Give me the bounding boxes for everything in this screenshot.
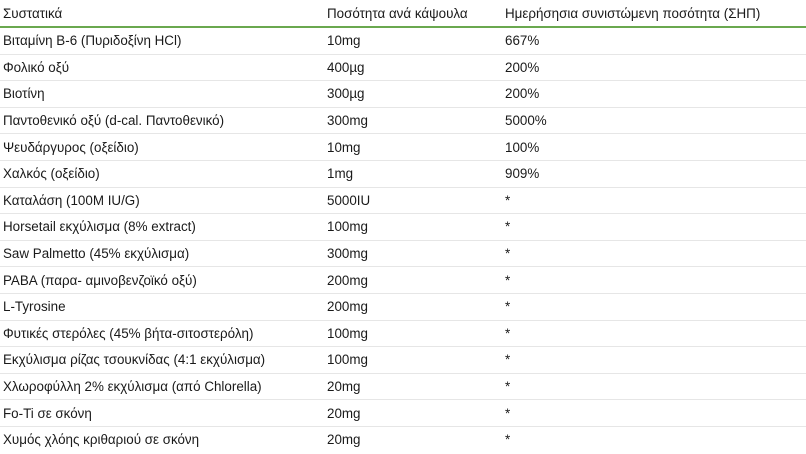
ingredient-cell: L-Tyrosine	[0, 293, 324, 320]
daily-value-cell: 909%	[502, 160, 806, 187]
ingredient-cell: Χαλκός (οξείδιο)	[0, 160, 324, 187]
header-row	[0, 0, 806, 27]
daily-value-cell: *	[502, 214, 806, 241]
ingredient-cell: Χλωροφύλλη 2% εκχύλισμα (από Chlorella)	[0, 373, 324, 400]
amount-cell: 20mg	[327, 432, 361, 448]
ingredient-cell: Φυτικές στερόλες (45% βήτα-σιτοστερόλη)	[0, 320, 324, 347]
amount-cell: 100mg	[324, 347, 502, 374]
daily-value-cell: 200%	[502, 81, 806, 108]
amount-cell: 300µg	[324, 81, 502, 108]
header-amount-per-capsule: Ποσότητα ανά κάψουλα	[324, 0, 502, 27]
daily-value-cell: *	[502, 347, 806, 374]
amount-cell: 5000IU	[324, 187, 502, 214]
daily-value-cell: *	[502, 400, 806, 427]
table-row	[0, 187, 806, 214]
daily-value-cell: *	[505, 432, 511, 448]
ingredient-cell: Φολικό οξύ	[0, 54, 324, 81]
amount-cell: 100mg	[324, 214, 502, 241]
ingredient-cell: Horsetail εκχύλισμα (8% extract)	[0, 214, 324, 241]
amount-cell: 200mg	[324, 267, 502, 294]
amount-cell: 10mg	[324, 27, 502, 54]
daily-value-cell: *	[502, 293, 806, 320]
ingredient-cell: Εκχύλισμα ρίζας τσουκνίδας (4:1 εκχύλισμα)	[0, 347, 324, 374]
ingredient-cell: Χυμός χλόης κριθαριού σε σκόνη	[3, 432, 200, 448]
daily-value-cell: *	[502, 267, 806, 294]
daily-value-cell: *	[502, 187, 806, 214]
table-row	[0, 426, 806, 452]
amount-cell: 20mg	[324, 400, 502, 427]
amount-cell: 300mg	[324, 240, 502, 267]
table-row	[0, 373, 806, 400]
daily-value-cell: 100%	[502, 134, 806, 161]
daily-value-cell: *	[502, 320, 806, 347]
table-row	[0, 267, 806, 294]
ingredient-cell: PABA (παρα- αμινοβενζοϊκό οξύ)	[0, 267, 324, 294]
table-row	[0, 27, 806, 54]
daily-value-cell: *	[502, 240, 806, 267]
ingredient-cell: Βιταμίνη B-6 (Πυριδοξίνη HCl)	[0, 27, 324, 54]
amount-cell: 400µg	[324, 54, 502, 81]
amount-cell: 1mg	[324, 160, 502, 187]
table-row	[0, 320, 806, 347]
amount-cell: 20mg	[324, 373, 502, 400]
daily-value-cell: 5000%	[502, 107, 806, 134]
table-row	[0, 160, 806, 187]
header-ingredients: Συστατικά	[0, 0, 324, 27]
ingredient-cell: Βιοτίνη	[0, 81, 324, 108]
table-body	[0, 27, 806, 453]
ingredient-cell: Καταλάση (100M IU/G)	[0, 187, 324, 214]
amount-cell: 10mg	[324, 134, 502, 161]
daily-value-cell: *	[502, 373, 806, 400]
ingredient-cell: Saw Palmetto (45% εκχύλισμα)	[0, 240, 324, 267]
table-row	[0, 347, 806, 374]
daily-value-cell: 200%	[502, 54, 806, 81]
table-row	[0, 54, 806, 81]
table-row	[0, 81, 806, 108]
amount-cell: 200mg	[324, 293, 502, 320]
table-row	[0, 293, 806, 320]
ingredient-cell: Ψευδάργυρος (οξείδιο)	[0, 134, 324, 161]
daily-value-cell: 667%	[502, 27, 806, 54]
ingredient-cell: Παντοθενικό οξύ (d-cal. Παντοθενικό)	[0, 107, 324, 134]
table-row	[0, 400, 806, 427]
amount-cell: 300mg	[324, 107, 502, 134]
table-header	[0, 0, 806, 27]
table-row	[0, 134, 806, 161]
table-row	[0, 107, 806, 134]
table-row	[0, 240, 806, 267]
ingredient-cell: Fo-Ti σε σκόνη	[0, 400, 324, 427]
amount-cell: 100mg	[324, 320, 502, 347]
table-row	[0, 214, 806, 241]
header-daily-value: Ημερήσησια συνιστώμενη ποσότητα (ΣΗΠ)	[502, 0, 806, 27]
